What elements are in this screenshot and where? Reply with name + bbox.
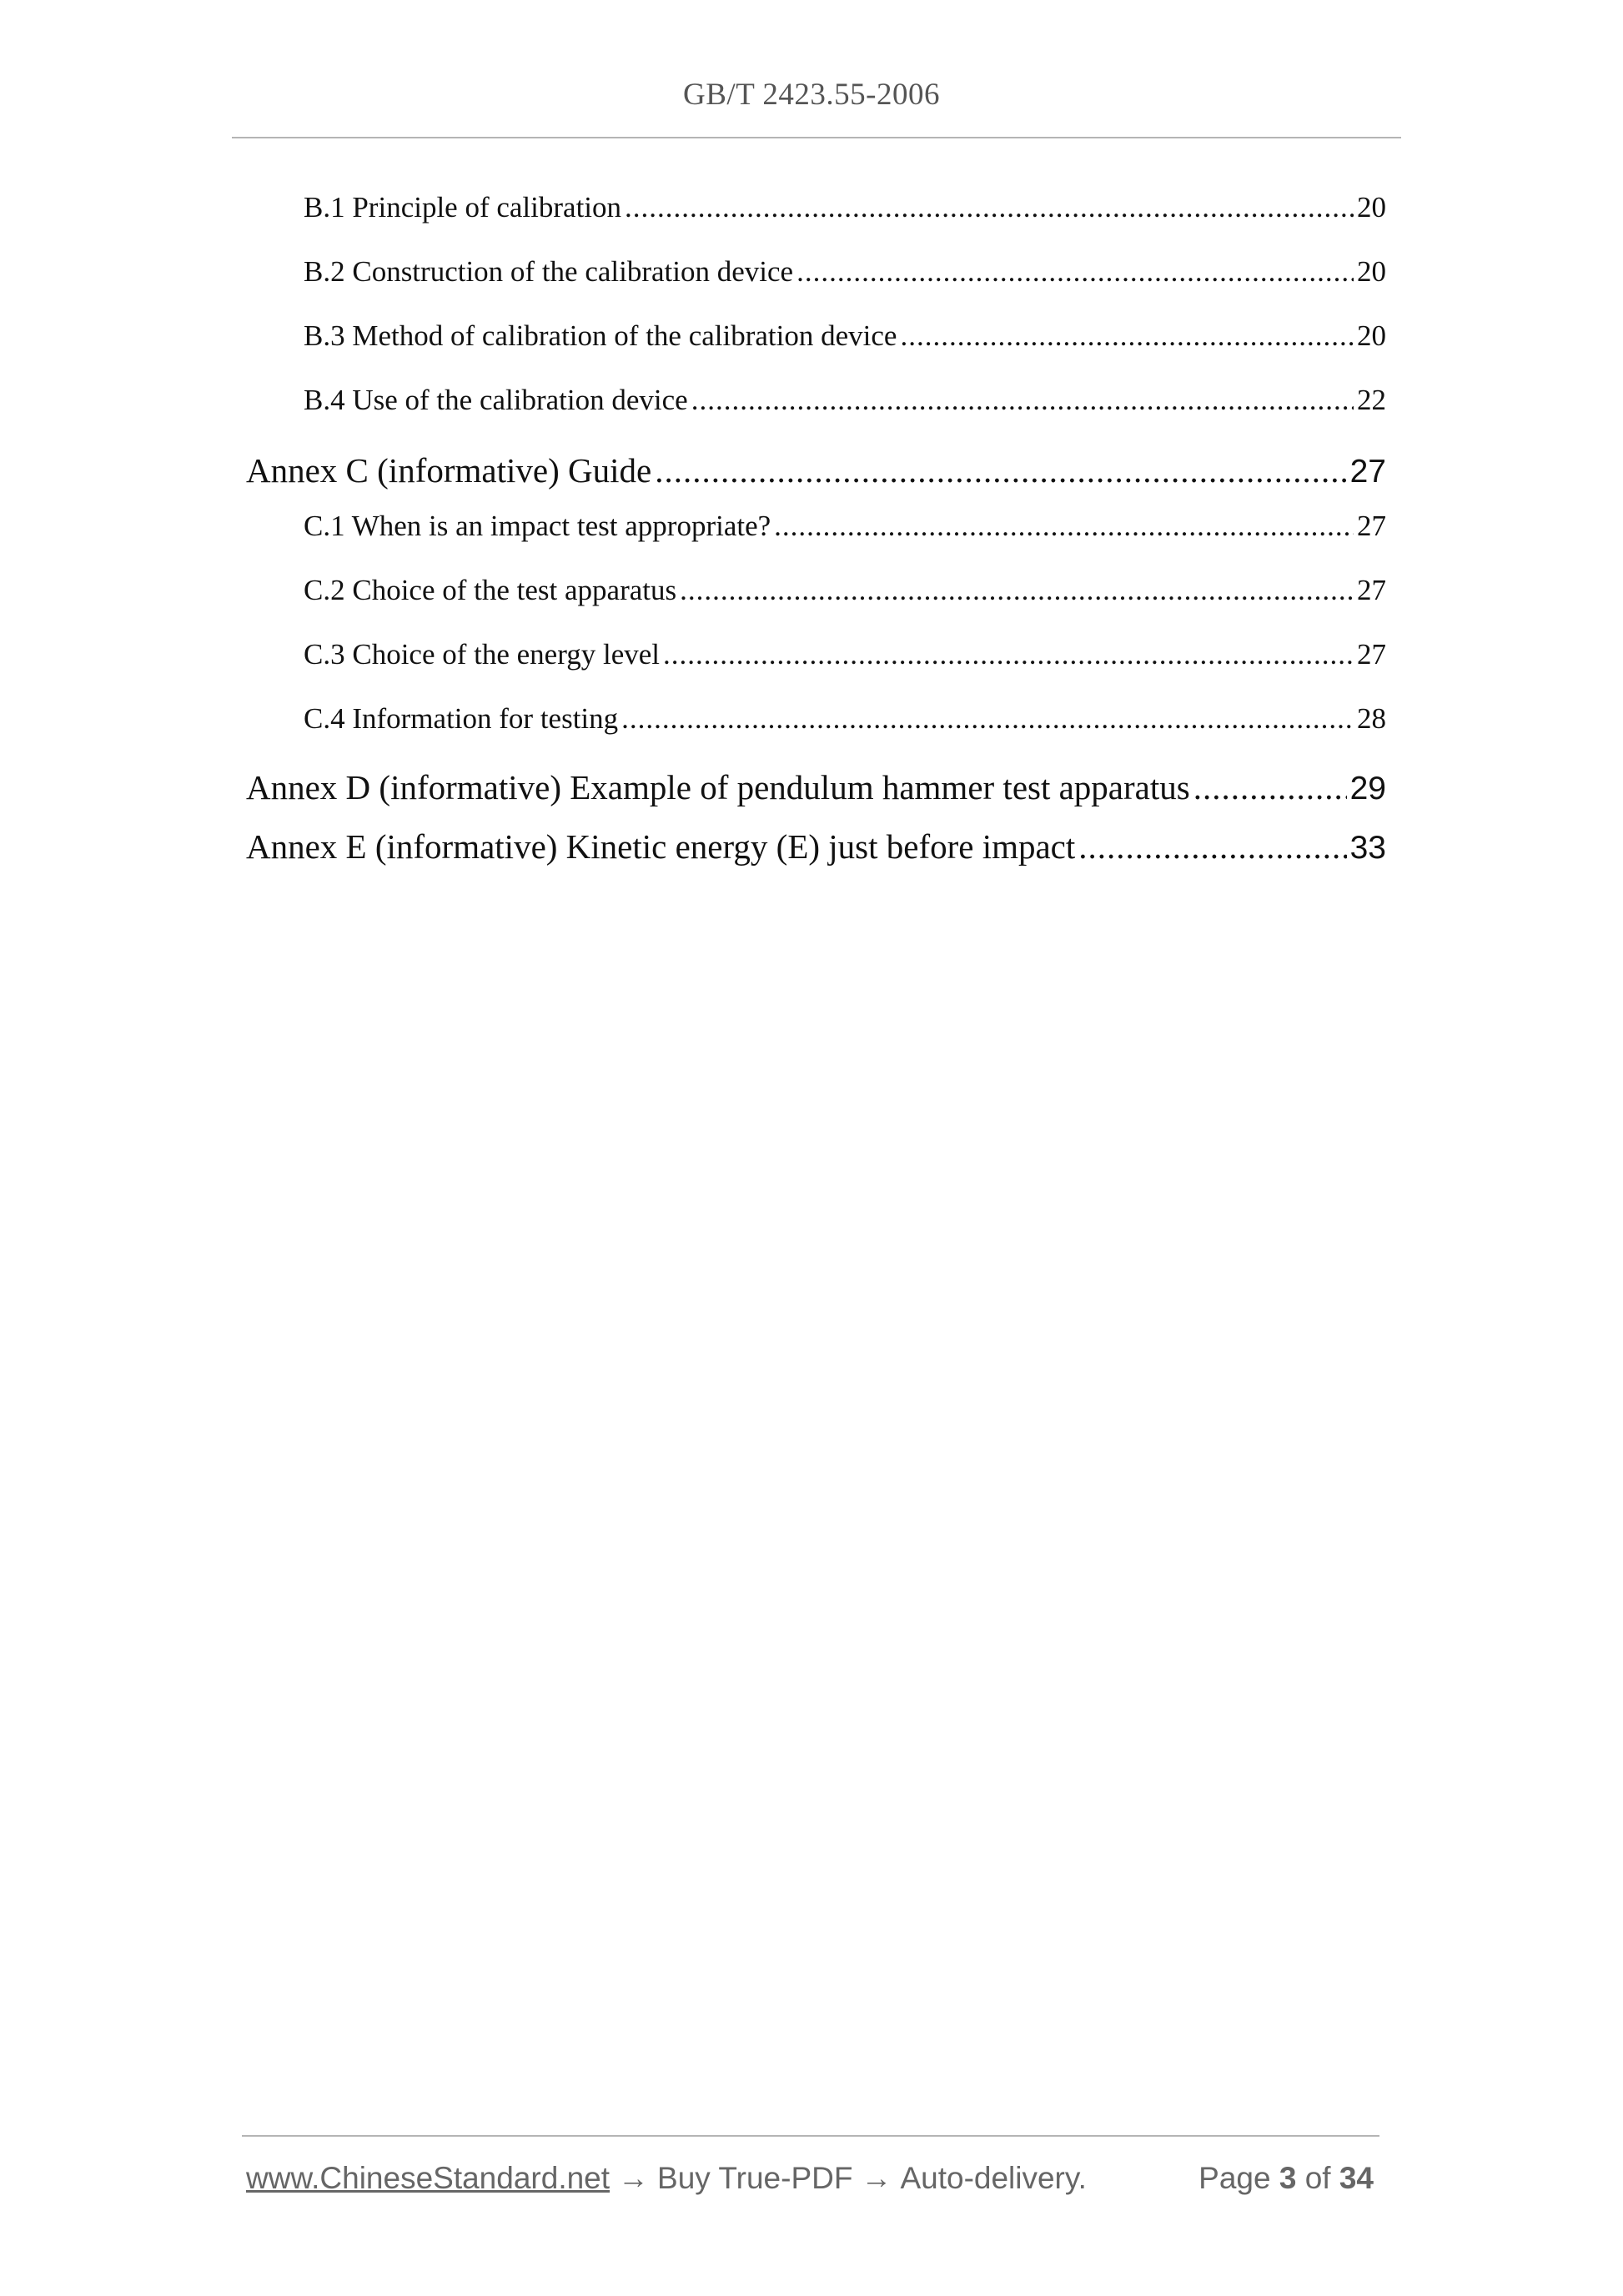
toc-entry-b3[interactable] [304,315,1386,357]
current-page-number: 3 [1279,2161,1297,2195]
toc-entry-page: 22 [1357,384,1386,416]
toc-dot-leader [691,379,1354,421]
toc-entry-title: C.1 When is an impact test appropriate? [304,510,771,542]
toc-dot-leader [680,570,1354,611]
toc-entry-page: 28 [1357,702,1386,735]
toc-entry-page: 27 [1349,454,1386,490]
page-footer [246,2153,1380,2203]
header-divider [232,137,1401,138]
toc-dot-leader [900,315,1354,357]
toc-entry-page: 20 [1357,255,1386,288]
toc-entry-page: 27 [1357,638,1386,671]
toc-entry-c2[interactable] [304,570,1386,611]
toc-entry-page: 33 [1349,830,1386,866]
toc-entry-page: 20 [1357,191,1386,224]
toc-entry-title: B.1 Principle of calibration [304,191,622,224]
toc-entry-title: B.4 Use of the calibration device [304,384,688,416]
page-indicator [1198,2161,1374,2196]
document-header: GB/T 2423.55-2006 [683,78,940,112]
right-arrow-icon: → [861,2161,892,2195]
toc-entry-annex-c[interactable] [246,446,1386,495]
total-page-count: 34 [1339,2161,1374,2195]
toc-entry-annex-e[interactable] [246,822,1386,871]
toc-entry-b2[interactable] [304,251,1386,293]
footer-promo [246,2161,1087,2196]
toc-entry-page: 20 [1357,319,1386,352]
of-word: of [1304,2161,1331,2195]
footer-divider [242,2135,1379,2137]
toc-dot-leader [625,187,1354,229]
toc-entry-b4[interactable] [304,379,1386,421]
toc-entry-annex-d[interactable] [246,763,1386,811]
toc-dot-leader [1193,763,1347,811]
toc-entry-page: 29 [1349,771,1386,806]
toc-dot-leader [663,634,1354,676]
page-word: Page [1198,2161,1271,2195]
toc-entry-c4[interactable] [304,698,1386,740]
toc-entry-b1[interactable] [304,187,1386,229]
toc-entry-c3[interactable] [304,634,1386,676]
toc-entry-title: B.2 Construction of the calibration device [304,255,794,288]
toc-entry-page: 27 [1357,574,1386,606]
toc-entry-title: Annex C (informative) Guide [246,451,652,490]
toc-entry-title: C.3 Choice of the energy level [304,638,661,671]
website-link[interactable]: www.ChineseStandard.net [246,2161,611,2195]
toc-dot-leader [774,505,1354,547]
toc-dot-leader [796,251,1354,293]
toc-entry-title: B.3 Method of calibration of the calibration device [304,319,897,352]
toc-entry-c1[interactable] [304,505,1386,547]
toc-dot-leader [621,698,1354,740]
toc-entry-title: Annex D (informative) Example of pendulum hammer test apparatus [246,768,1190,806]
toc-entry-page: 27 [1357,510,1386,542]
toc-entry-title: Annex E (informative) Kinetic energy (E) just before impact [246,827,1076,866]
auto-delivery-text: Auto-delivery. [900,2161,1087,2195]
toc-dot-leader [655,446,1346,495]
toc-entry-title: C.4 Information for testing [304,702,619,735]
right-arrow-icon: → [618,2161,650,2195]
toc-entry-title: C.2 Choice of the test apparatus [304,574,677,606]
buy-true-pdf-text: Buy True-PDF [657,2161,853,2195]
toc-dot-leader [1078,822,1346,871]
